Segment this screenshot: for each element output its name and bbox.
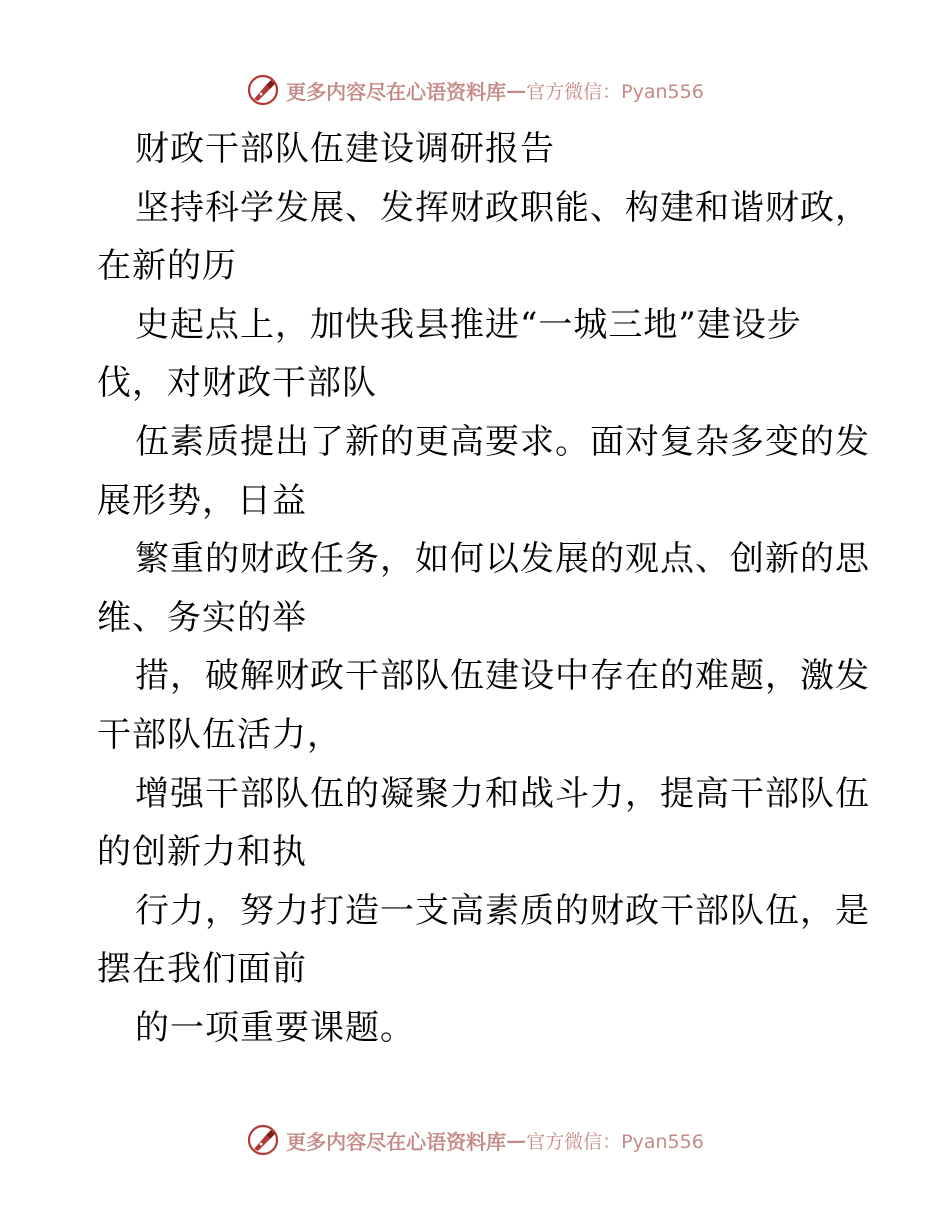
footer-banner: [0, 1118, 950, 1162]
header-banner: [0, 68, 950, 112]
banner-dash: —: [506, 78, 527, 102]
banner-wechat-text: 官方微信：Pyan556: [526, 1130, 704, 1153]
paragraph-line: 摆在我们面前: [97, 949, 307, 990]
fountain-pen-logo-icon: [246, 1123, 280, 1157]
paragraph-line: 史起点上，加快我县推进“一城三地”建设步: [135, 304, 802, 345]
document-body: [97, 120, 877, 1058]
paragraph-line: 行力，努力打造一支高素质的财政干部队伍，是: [135, 890, 870, 931]
banner-wechat-text: 官方微信：Pyan556: [526, 80, 704, 103]
document-title: 财政干部队伍建设调研报告: [135, 129, 555, 169]
paragraph-line: 坚持科学发展、发挥财政职能、构建和谐财政，: [135, 187, 870, 228]
paragraph-line: 增强干部队伍的凝聚力和战斗力，提高干部队伍: [135, 773, 870, 814]
paragraph-line: 在新的历: [97, 246, 237, 287]
paragraph-line: 繁重的财政任务，如何以发展的观点、创新的思: [135, 539, 870, 580]
banner-main-text: 更多内容尽在心语资料库: [286, 1129, 507, 1154]
banner-main-text: 更多内容尽在心语资料库: [286, 79, 507, 104]
fountain-pen-logo-icon: [246, 73, 280, 107]
paragraph-line: 展形势，日益: [97, 480, 307, 521]
paragraph-line: 措，破解财政干部队伍建设中存在的难题，激发: [135, 656, 870, 697]
paragraph-line: 伐，对财政干部队: [97, 363, 377, 404]
paragraph-line: 的创新力和执: [97, 832, 307, 873]
paragraph-line: 干部队伍活力，: [97, 714, 342, 755]
paragraph-line: 的一项重要课题。: [135, 1007, 415, 1048]
banner-dash: —: [506, 1128, 527, 1152]
paragraph-line: 维、务实的举: [97, 597, 307, 638]
paragraph-line: 伍素质提出了新的更高要求。面对复杂多变的发: [135, 421, 870, 462]
